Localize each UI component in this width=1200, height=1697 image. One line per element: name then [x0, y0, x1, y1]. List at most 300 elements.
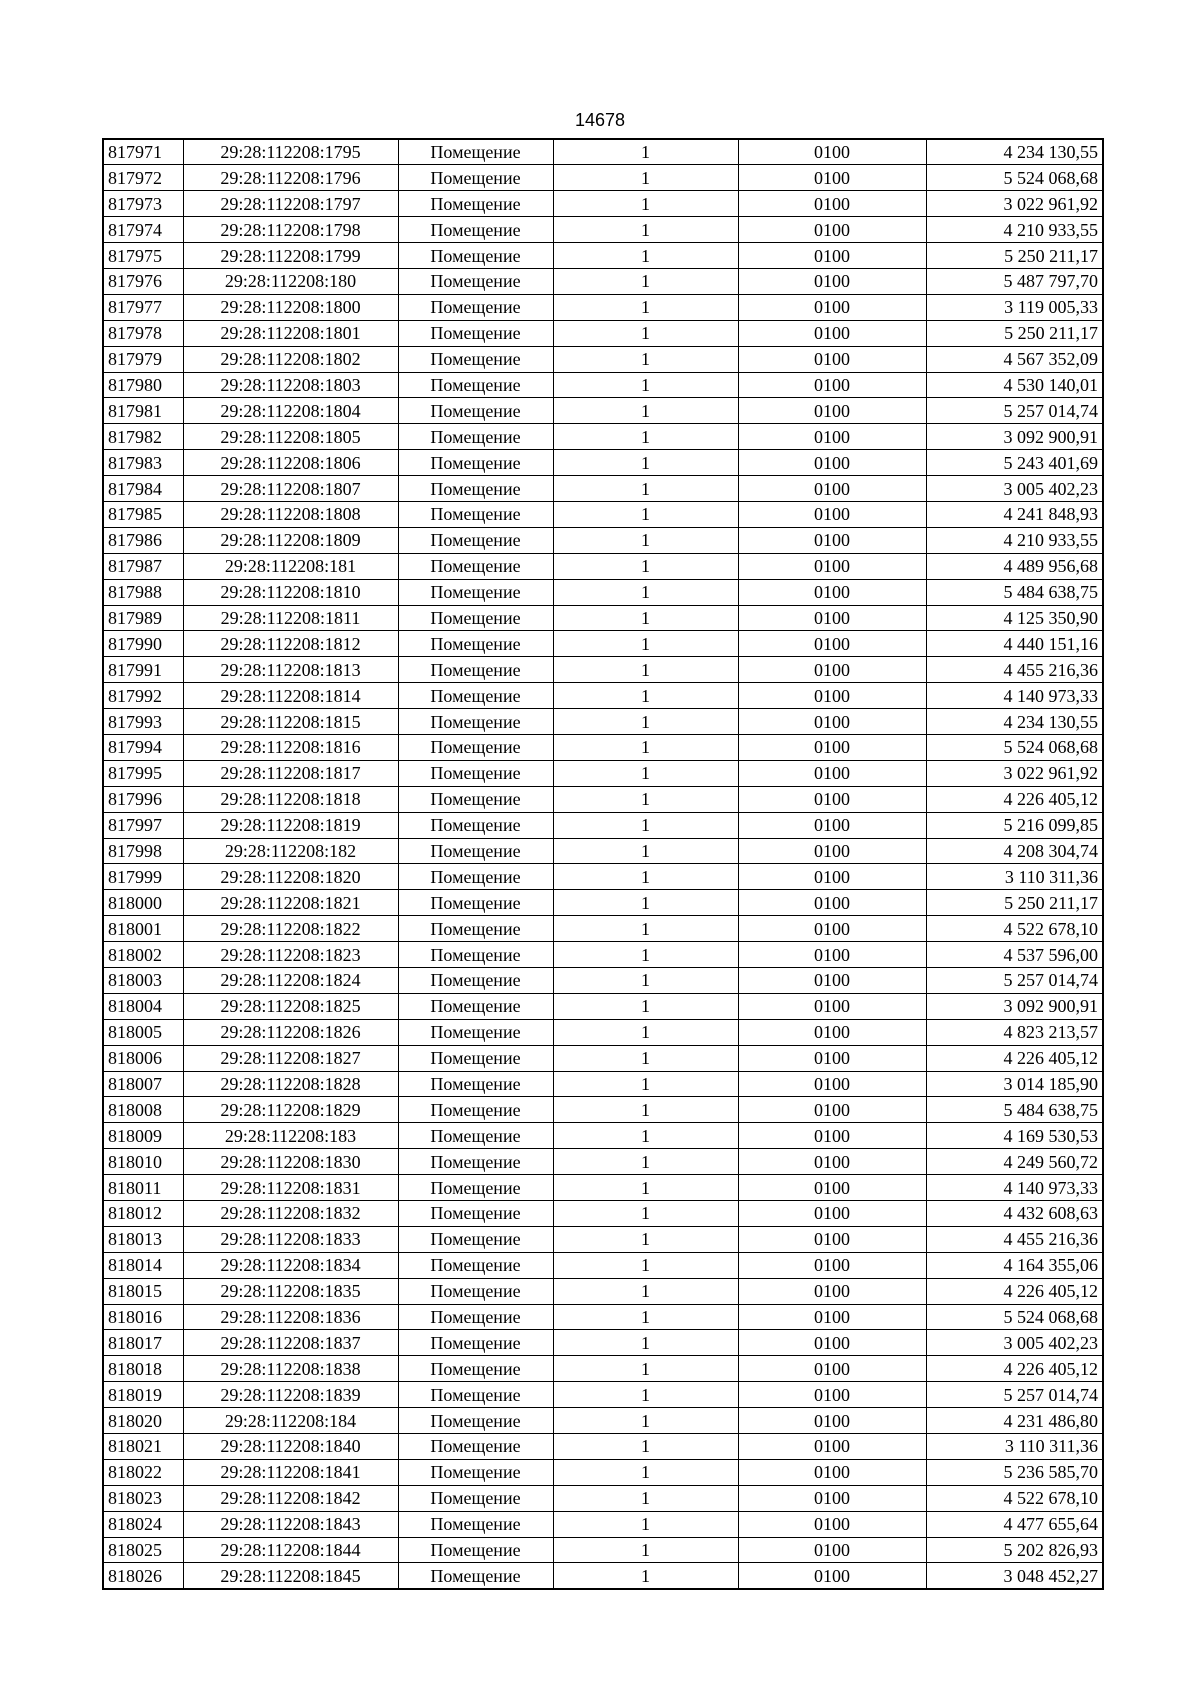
object-type-cell: Помещение	[398, 1330, 553, 1356]
table-row	[103, 527, 1103, 553]
table-row	[103, 1563, 1103, 1589]
code-cell: 0100	[738, 191, 926, 217]
object-number-cell: 818003	[103, 968, 183, 994]
table-row	[103, 1330, 1103, 1356]
cadastral-number-cell: 29:28:112208:1798	[183, 217, 398, 243]
table-row	[103, 553, 1103, 579]
cadastral-number-cell: 29:28:112208:1797	[183, 191, 398, 217]
quantity-cell: 1	[553, 372, 738, 398]
object-number-cell: 817978	[103, 320, 183, 346]
table-row	[103, 1045, 1103, 1071]
object-type-cell: Помещение	[398, 476, 553, 502]
code-cell: 0100	[738, 268, 926, 294]
page-number: 14678	[574, 110, 626, 130]
cadastral-number-cell: 29:28:112208:1801	[183, 320, 398, 346]
object-type-cell: Помещение	[398, 1123, 553, 1149]
object-number-cell: 817996	[103, 786, 183, 812]
quantity-cell: 1	[553, 683, 738, 709]
object-number-cell: 818021	[103, 1434, 183, 1460]
object-type-cell: Помещение	[398, 1511, 553, 1537]
quantity-cell: 1	[553, 268, 738, 294]
quantity-cell: 1	[553, 838, 738, 864]
quantity-cell: 1	[553, 1408, 738, 1434]
quantity-cell: 1	[553, 1537, 738, 1563]
quantity-cell: 1	[553, 1045, 738, 1071]
table-row	[103, 1175, 1103, 1201]
cadastral-value-cell: 3 110 311,36	[926, 1434, 1103, 1460]
quantity-cell: 1	[553, 1226, 738, 1252]
cadastral-number-cell: 29:28:112208:1818	[183, 786, 398, 812]
code-cell: 0100	[738, 243, 926, 269]
cadastral-number-cell: 29:28:112208:1808	[183, 501, 398, 527]
object-number-cell: 817977	[103, 294, 183, 320]
cadastral-value-cell: 5 202 826,93	[926, 1537, 1103, 1563]
cadastral-value-cell: 5 484 638,75	[926, 1097, 1103, 1123]
table-row	[103, 191, 1103, 217]
cadastral-number-cell: 29:28:112208:1799	[183, 243, 398, 269]
object-number-cell: 817975	[103, 243, 183, 269]
cadastral-number-cell: 29:28:112208:1796	[183, 165, 398, 191]
quantity-cell: 1	[553, 579, 738, 605]
object-number-cell: 817994	[103, 734, 183, 760]
object-type-cell: Помещение	[398, 838, 553, 864]
table-row	[103, 1408, 1103, 1434]
cadastral-number-cell: 29:28:112208:1823	[183, 942, 398, 968]
cadastral-value-cell: 5 484 638,75	[926, 579, 1103, 605]
object-number-cell: 818008	[103, 1097, 183, 1123]
cadastral-number-cell: 29:28:112208:1827	[183, 1045, 398, 1071]
quantity-cell: 1	[553, 942, 738, 968]
quantity-cell: 1	[553, 424, 738, 450]
table-row	[103, 916, 1103, 942]
object-number-cell: 817976	[103, 268, 183, 294]
object-type-cell: Помещение	[398, 1408, 553, 1434]
object-number-cell: 817986	[103, 527, 183, 553]
cadastral-value-cell: 5 487 797,70	[926, 268, 1103, 294]
cadastral-value-cell: 3 119 005,33	[926, 294, 1103, 320]
code-cell: 0100	[738, 1123, 926, 1149]
cadastral-number-cell: 29:28:112208:1835	[183, 1278, 398, 1304]
object-number-cell: 817984	[103, 476, 183, 502]
cadastral-number-cell: 29:28:112208:1809	[183, 527, 398, 553]
code-cell: 0100	[738, 968, 926, 994]
object-number-cell: 818013	[103, 1226, 183, 1252]
object-number-cell: 818025	[103, 1537, 183, 1563]
quantity-cell: 1	[553, 1304, 738, 1330]
object-type-cell: Помещение	[398, 1563, 553, 1589]
cadastral-value-cell: 4 823 213,57	[926, 1019, 1103, 1045]
quantity-cell: 1	[553, 476, 738, 502]
object-type-cell: Помещение	[398, 605, 553, 631]
object-type-cell: Помещение	[398, 683, 553, 709]
code-cell: 0100	[738, 553, 926, 579]
cadastral-value-cell: 5 257 014,74	[926, 1382, 1103, 1408]
table-row	[103, 786, 1103, 812]
table-row	[103, 838, 1103, 864]
table-row	[103, 1149, 1103, 1175]
table-row	[103, 424, 1103, 450]
object-number-cell: 817971	[103, 139, 183, 165]
code-cell: 0100	[738, 1201, 926, 1227]
table-row	[103, 1123, 1103, 1149]
cadastral-number-cell: 29:28:112208:1819	[183, 812, 398, 838]
cadastral-number-cell: 29:28:112208:1811	[183, 605, 398, 631]
object-number-cell: 818001	[103, 916, 183, 942]
quantity-cell: 1	[553, 346, 738, 372]
code-cell: 0100	[738, 1511, 926, 1537]
object-type-cell: Помещение	[398, 786, 553, 812]
table-row	[103, 1252, 1103, 1278]
code-cell: 0100	[738, 760, 926, 786]
cadastral-number-cell: 29:28:112208:1837	[183, 1330, 398, 1356]
cadastral-value-cell: 4 522 678,10	[926, 916, 1103, 942]
code-cell: 0100	[738, 476, 926, 502]
cadastral-value-cell: 5 257 014,74	[926, 968, 1103, 994]
cadastral-value-cell: 4 169 530,53	[926, 1123, 1103, 1149]
table-row	[103, 734, 1103, 760]
object-type-cell: Помещение	[398, 1278, 553, 1304]
cadastral-number-cell: 29:28:112208:1805	[183, 424, 398, 450]
table-row	[103, 890, 1103, 916]
cadastral-value-cell: 5 243 401,69	[926, 450, 1103, 476]
code-cell: 0100	[738, 398, 926, 424]
quantity-cell: 1	[553, 631, 738, 657]
code-cell: 0100	[738, 1434, 926, 1460]
object-type-cell: Помещение	[398, 268, 553, 294]
table-row	[103, 1511, 1103, 1537]
cadastral-number-cell: 29:28:112208:1814	[183, 683, 398, 709]
code-cell: 0100	[738, 709, 926, 735]
code-cell: 0100	[738, 139, 926, 165]
cadastral-value-cell: 4 477 655,64	[926, 1511, 1103, 1537]
object-number-cell: 818004	[103, 993, 183, 1019]
object-type-cell: Помещение	[398, 760, 553, 786]
quantity-cell: 1	[553, 786, 738, 812]
quantity-cell: 1	[553, 1459, 738, 1485]
quantity-cell: 1	[553, 1434, 738, 1460]
cadastral-number-cell: 29:28:112208:1826	[183, 1019, 398, 1045]
cadastral-number-cell: 29:28:112208:181	[183, 553, 398, 579]
cadastral-number-cell: 29:28:112208:1813	[183, 657, 398, 683]
table-row	[103, 268, 1103, 294]
table-row	[103, 1485, 1103, 1511]
table-row	[103, 1097, 1103, 1123]
cadastral-value-cell: 3 110 311,36	[926, 864, 1103, 890]
cadastral-value-cell: 3 022 961,92	[926, 191, 1103, 217]
code-cell: 0100	[738, 424, 926, 450]
object-number-cell: 818017	[103, 1330, 183, 1356]
code-cell: 0100	[738, 864, 926, 890]
cadastral-value-cell: 4 226 405,12	[926, 1356, 1103, 1382]
quantity-cell: 1	[553, 527, 738, 553]
object-type-cell: Помещение	[398, 165, 553, 191]
quantity-cell: 1	[553, 1563, 738, 1589]
code-cell: 0100	[738, 346, 926, 372]
quantity-cell: 1	[553, 1201, 738, 1227]
quantity-cell: 1	[553, 864, 738, 890]
cadastral-number-cell: 29:28:112208:1822	[183, 916, 398, 942]
cadastral-value-cell: 4 241 848,93	[926, 501, 1103, 527]
code-cell: 0100	[738, 579, 926, 605]
table-row	[103, 942, 1103, 968]
object-type-cell: Помещение	[398, 1149, 553, 1175]
cadastral-value-cell: 4 140 973,33	[926, 683, 1103, 709]
quantity-cell: 1	[553, 916, 738, 942]
object-number-cell: 818020	[103, 1408, 183, 1434]
object-type-cell: Помещение	[398, 1175, 553, 1201]
code-cell: 0100	[738, 1226, 926, 1252]
object-type-cell: Помещение	[398, 1485, 553, 1511]
table-row	[103, 1537, 1103, 1563]
cadastral-number-cell: 29:28:112208:1815	[183, 709, 398, 735]
object-number-cell: 817990	[103, 631, 183, 657]
code-cell: 0100	[738, 1175, 926, 1201]
cadastral-value-cell: 5 524 068,68	[926, 165, 1103, 191]
code-cell: 0100	[738, 1045, 926, 1071]
table-row	[103, 605, 1103, 631]
object-number-cell: 818015	[103, 1278, 183, 1304]
object-type-cell: Помещение	[398, 501, 553, 527]
cadastral-value-cell: 4 231 486,80	[926, 1408, 1103, 1434]
cadastral-value-cell: 4 522 678,10	[926, 1485, 1103, 1511]
table-row	[103, 1278, 1103, 1304]
cadastral-number-cell: 29:28:112208:1829	[183, 1097, 398, 1123]
object-number-cell: 818023	[103, 1485, 183, 1511]
object-type-cell: Помещение	[398, 993, 553, 1019]
object-number-cell: 817985	[103, 501, 183, 527]
object-type-cell: Помещение	[398, 657, 553, 683]
registry-table-body	[103, 139, 1103, 1589]
object-number-cell: 818024	[103, 1511, 183, 1537]
code-cell: 0100	[738, 450, 926, 476]
cadastral-value-cell: 4 489 956,68	[926, 553, 1103, 579]
object-number-cell: 817980	[103, 372, 183, 398]
cadastral-value-cell: 4 226 405,12	[926, 786, 1103, 812]
cadastral-value-cell: 4 210 933,55	[926, 527, 1103, 553]
cadastral-number-cell: 29:28:112208:1810	[183, 579, 398, 605]
cadastral-number-cell: 29:28:112208:1812	[183, 631, 398, 657]
quantity-cell: 1	[553, 1097, 738, 1123]
cadastral-number-cell: 29:28:112208:1824	[183, 968, 398, 994]
code-cell: 0100	[738, 1459, 926, 1485]
quantity-cell: 1	[553, 890, 738, 916]
cadastral-value-cell: 5 250 211,17	[926, 890, 1103, 916]
code-cell: 0100	[738, 1382, 926, 1408]
object-number-cell: 817974	[103, 217, 183, 243]
cadastral-number-cell: 29:28:112208:1842	[183, 1485, 398, 1511]
code-cell: 0100	[738, 657, 926, 683]
table-row	[103, 1201, 1103, 1227]
object-type-cell: Помещение	[398, 1434, 553, 1460]
cadastral-number-cell: 29:28:112208:1845	[183, 1563, 398, 1589]
code-cell: 0100	[738, 372, 926, 398]
cadastral-value-cell: 3 092 900,91	[926, 424, 1103, 450]
quantity-cell: 1	[553, 812, 738, 838]
quantity-cell: 1	[553, 165, 738, 191]
object-number-cell: 817987	[103, 553, 183, 579]
quantity-cell: 1	[553, 243, 738, 269]
cadastral-value-cell: 5 250 211,17	[926, 243, 1103, 269]
object-type-cell: Помещение	[398, 968, 553, 994]
table-row	[103, 1459, 1103, 1485]
table-row	[103, 579, 1103, 605]
object-type-cell: Помещение	[398, 864, 553, 890]
object-type-cell: Помещение	[398, 890, 553, 916]
cadastral-number-cell: 29:28:112208:1816	[183, 734, 398, 760]
object-type-cell: Помещение	[398, 734, 553, 760]
object-type-cell: Помещение	[398, 1201, 553, 1227]
code-cell: 0100	[738, 605, 926, 631]
table-row	[103, 812, 1103, 838]
object-number-cell: 817989	[103, 605, 183, 631]
cadastral-number-cell: 29:28:112208:1820	[183, 864, 398, 890]
code-cell: 0100	[738, 838, 926, 864]
code-cell: 0100	[738, 812, 926, 838]
object-type-cell: Помещение	[398, 243, 553, 269]
object-number-cell: 817972	[103, 165, 183, 191]
cadastral-value-cell: 4 530 140,01	[926, 372, 1103, 398]
quantity-cell: 1	[553, 217, 738, 243]
cadastral-number-cell: 29:28:112208:1834	[183, 1252, 398, 1278]
table-row	[103, 1019, 1103, 1045]
object-number-cell: 817981	[103, 398, 183, 424]
code-cell: 0100	[738, 631, 926, 657]
object-number-cell: 817999	[103, 864, 183, 890]
cadastral-number-cell: 29:28:112208:1833	[183, 1226, 398, 1252]
cadastral-number-cell: 29:28:112208:1836	[183, 1304, 398, 1330]
object-number-cell: 817998	[103, 838, 183, 864]
table-row	[103, 683, 1103, 709]
quantity-cell: 1	[553, 450, 738, 476]
object-number-cell: 818019	[103, 1382, 183, 1408]
table-row	[103, 1226, 1103, 1252]
table-row	[103, 631, 1103, 657]
quantity-cell: 1	[553, 1252, 738, 1278]
table-row	[103, 243, 1103, 269]
cadastral-value-cell: 4 125 350,90	[926, 605, 1103, 631]
code-cell: 0100	[738, 1304, 926, 1330]
object-number-cell: 818007	[103, 1071, 183, 1097]
object-number-cell: 818014	[103, 1252, 183, 1278]
cadastral-number-cell: 29:28:112208:1838	[183, 1356, 398, 1382]
object-type-cell: Помещение	[398, 1356, 553, 1382]
code-cell: 0100	[738, 1537, 926, 1563]
cadastral-number-cell: 29:28:112208:1832	[183, 1201, 398, 1227]
quantity-cell: 1	[553, 1330, 738, 1356]
table-row	[103, 139, 1103, 165]
quantity-cell: 1	[553, 398, 738, 424]
code-cell: 0100	[738, 683, 926, 709]
object-type-cell: Помещение	[398, 631, 553, 657]
cadastral-number-cell: 29:28:112208:1821	[183, 890, 398, 916]
code-cell: 0100	[738, 294, 926, 320]
object-number-cell: 817997	[103, 812, 183, 838]
code-cell: 0100	[738, 786, 926, 812]
table-row	[103, 993, 1103, 1019]
object-type-cell: Помещение	[398, 191, 553, 217]
table-row	[103, 165, 1103, 191]
code-cell: 0100	[738, 217, 926, 243]
quantity-cell: 1	[553, 1019, 738, 1045]
cadastral-value-cell: 4 234 130,55	[926, 709, 1103, 735]
code-cell: 0100	[738, 1149, 926, 1175]
object-type-cell: Помещение	[398, 942, 553, 968]
object-type-cell: Помещение	[398, 450, 553, 476]
object-number-cell: 818010	[103, 1149, 183, 1175]
quantity-cell: 1	[553, 1175, 738, 1201]
cadastral-value-cell: 4 210 933,55	[926, 217, 1103, 243]
table-row	[103, 346, 1103, 372]
cadastral-value-cell: 3 092 900,91	[926, 993, 1103, 1019]
cadastral-number-cell: 29:28:112208:1806	[183, 450, 398, 476]
object-type-cell: Помещение	[398, 1252, 553, 1278]
cadastral-value-cell: 3 014 185,90	[926, 1071, 1103, 1097]
cadastral-value-cell: 4 537 596,00	[926, 942, 1103, 968]
quantity-cell: 1	[553, 709, 738, 735]
object-type-cell: Помещение	[398, 812, 553, 838]
table-row	[103, 657, 1103, 683]
object-number-cell: 818012	[103, 1201, 183, 1227]
code-cell: 0100	[738, 1019, 926, 1045]
object-number-cell: 818022	[103, 1459, 183, 1485]
object-type-cell: Помещение	[398, 1537, 553, 1563]
quantity-cell: 1	[553, 605, 738, 631]
table-row	[103, 1304, 1103, 1330]
code-cell: 0100	[738, 527, 926, 553]
table-row	[103, 450, 1103, 476]
object-type-cell: Помещение	[398, 579, 553, 605]
object-type-cell: Помещение	[398, 553, 553, 579]
object-type-cell: Помещение	[398, 398, 553, 424]
object-type-cell: Помещение	[398, 709, 553, 735]
quantity-cell: 1	[553, 320, 738, 346]
object-number-cell: 818006	[103, 1045, 183, 1071]
cadastral-value-cell: 4 164 355,06	[926, 1252, 1103, 1278]
object-type-cell: Помещение	[398, 1459, 553, 1485]
code-cell: 0100	[738, 916, 926, 942]
object-type-cell: Помещение	[398, 1226, 553, 1252]
code-cell: 0100	[738, 501, 926, 527]
object-number-cell: 818011	[103, 1175, 183, 1201]
cadastral-value-cell: 5 236 585,70	[926, 1459, 1103, 1485]
table-row	[103, 709, 1103, 735]
cadastral-number-cell: 29:28:112208:1844	[183, 1537, 398, 1563]
quantity-cell: 1	[553, 294, 738, 320]
code-cell: 0100	[738, 1252, 926, 1278]
object-number-cell: 817995	[103, 760, 183, 786]
object-number-cell: 818009	[103, 1123, 183, 1149]
cadastral-number-cell: 29:28:112208:1800	[183, 294, 398, 320]
code-cell: 0100	[738, 1097, 926, 1123]
object-type-cell: Помещение	[398, 916, 553, 942]
quantity-cell: 1	[553, 993, 738, 1019]
code-cell: 0100	[738, 1278, 926, 1304]
cadastral-value-cell: 4 234 130,55	[926, 139, 1103, 165]
code-cell: 0100	[738, 1563, 926, 1589]
table-row	[103, 1071, 1103, 1097]
code-cell: 0100	[738, 734, 926, 760]
object-type-cell: Помещение	[398, 1097, 553, 1123]
cadastral-number-cell: 29:28:112208:1795	[183, 139, 398, 165]
table-row	[103, 476, 1103, 502]
cadastral-number-cell: 29:28:112208:1830	[183, 1149, 398, 1175]
object-type-cell: Помещение	[398, 1045, 553, 1071]
code-cell: 0100	[738, 1071, 926, 1097]
code-cell: 0100	[738, 890, 926, 916]
table-row	[103, 294, 1103, 320]
registry-table	[102, 138, 1104, 1590]
table-row	[103, 1382, 1103, 1408]
